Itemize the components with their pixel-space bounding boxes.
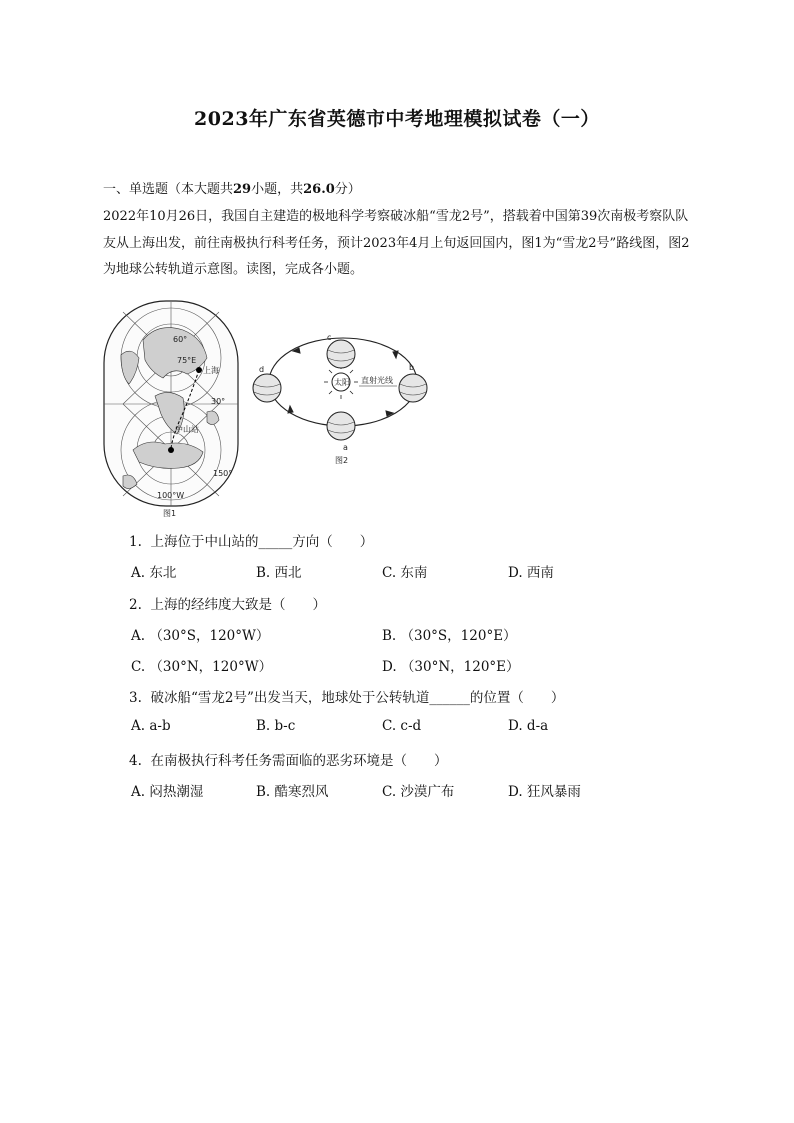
question-text: 破冰船“雪龙2号”出发当天，地球处于公转轨道______的位置（ ） <box>150 690 565 706</box>
figure1-caption: 图1 <box>163 509 177 518</box>
q4-option-a[interactable]: A. 闷热潮湿 <box>131 784 204 800</box>
sun <box>324 365 358 399</box>
question-number: 1. <box>129 534 142 550</box>
figure1-map <box>104 301 238 518</box>
question-4 <box>129 749 447 769</box>
figure2-orbit <box>253 333 427 465</box>
q2-option-d[interactable]: D. （30°N，120°E） <box>382 659 520 675</box>
q2-option-a[interactable]: A. （30°S，120°W） <box>131 628 270 644</box>
q3-option-b[interactable]: B. b-c <box>256 718 296 734</box>
figure2-caption: 图2 <box>335 456 349 465</box>
section-mid: 小题，共 <box>251 182 304 197</box>
point-c: c <box>327 333 332 342</box>
q1-option-a[interactable]: A. 东北 <box>131 565 177 581</box>
q1-option-b[interactable]: B. 西北 <box>256 565 302 581</box>
label-30: 30° <box>211 397 226 406</box>
q4-option-c[interactable]: C. 沙漠广布 <box>382 784 455 800</box>
question-text: 上海位于中山站的_____方向（ ） <box>150 534 374 550</box>
intro-paragraph: 2022年10月26日，我国自主建造的极地科学考察破冰船“雪龙2号”，搭载着中国第39次南极考察队队友从上海出发，前往南极执行科考任务，预计2023年4月上旬返回国内，图1为“雪龙2号”路线图，图2为地球公转轨道示意图。读图，完成各小题。 <box>103 209 690 277</box>
section-count: 29 <box>233 182 252 197</box>
q2-option-c[interactable]: C. （30°N，120°W） <box>131 659 273 675</box>
q1-option-c[interactable]: C. 东南 <box>382 565 428 581</box>
shanghai-dot <box>196 367 202 373</box>
label-75e: 75°E <box>177 356 197 365</box>
label-100w: 100°W <box>157 491 185 500</box>
figures-svg <box>103 300 443 518</box>
question-2 <box>129 593 326 613</box>
figures <box>103 300 443 518</box>
question-text: 在南极执行科考任务需面临的恶劣环境是（ ） <box>150 753 448 769</box>
question-1 <box>129 530 373 550</box>
question-3 <box>129 686 564 706</box>
zhongshan-dot <box>168 447 174 453</box>
sun-label: 太阳 <box>334 378 350 387</box>
page-title: 2023年广东省英德市中考地理模拟试卷（一） <box>194 108 600 130</box>
question-number: 3. <box>129 690 142 706</box>
label-shanghai: 上海 <box>203 366 219 375</box>
q3-option-d[interactable]: D. d-a <box>508 718 549 734</box>
q3-option-c[interactable]: C. c-d <box>382 718 422 734</box>
label-zhongshan: 中山站 <box>175 425 199 434</box>
point-d: d <box>259 365 265 374</box>
point-b: b <box>409 363 415 372</box>
question-number: 4. <box>129 753 142 769</box>
ray-label: 直射光线 <box>361 376 393 385</box>
q4-option-b[interactable]: B. 酷寒烈风 <box>256 784 329 800</box>
q3-option-a[interactable]: A. a-b <box>131 718 171 734</box>
section-score: 26.0 <box>303 182 335 197</box>
label-60: 60° <box>173 335 188 344</box>
section-suffix: 分） <box>334 182 361 197</box>
question-number: 2. <box>129 597 142 613</box>
question-text: 上海的经纬度大致是（ ） <box>150 597 326 613</box>
section-prefix: 一、单选题（本大题共 <box>103 182 234 197</box>
q4-option-d[interactable]: D. 狂风暴雨 <box>508 784 581 800</box>
q2-option-b[interactable]: B. （30°S，120°E） <box>382 628 517 644</box>
q1-option-d[interactable]: D. 西南 <box>508 565 554 581</box>
label-150: 150° <box>213 469 233 478</box>
point-a: a <box>343 443 348 452</box>
section-heading <box>103 178 361 197</box>
